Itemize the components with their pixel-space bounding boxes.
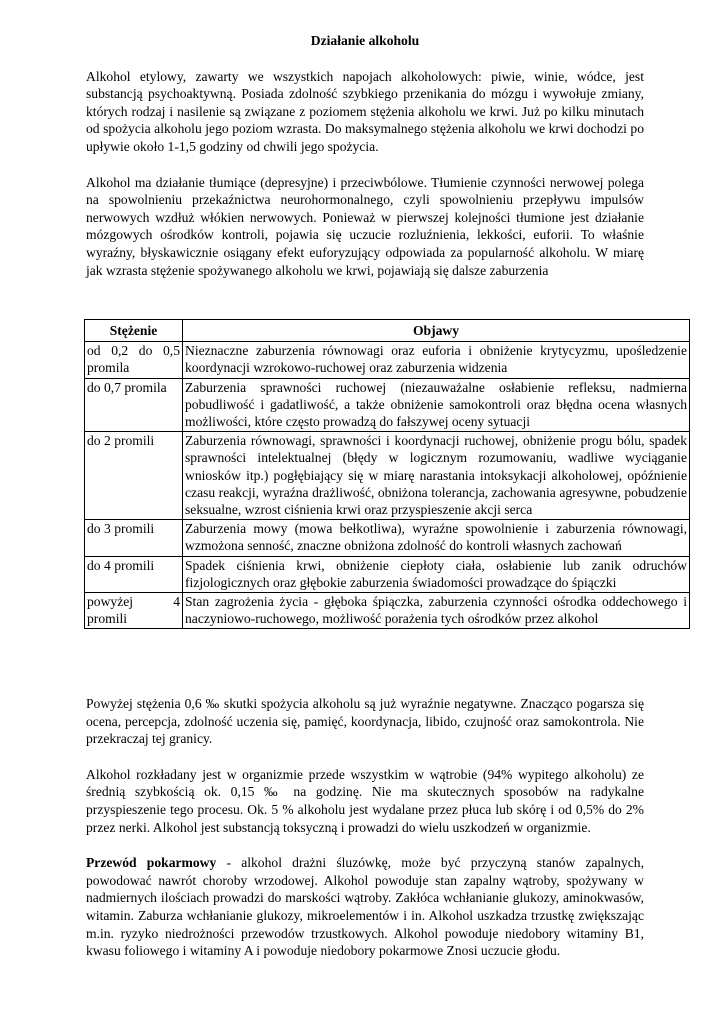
table-row [85,593,690,629]
row-symptoms: Zaburzenia sprawności ruchowej (niezauważalne osłabienie refleksu, nadmierna pobudliwość i gadatliwość, a także obniżenie samokontroli oraz błędna ocena własnych możliwości, które często prowadzą do fałszywej oceny sytuacji [183,378,690,432]
table-row [85,556,690,592]
intro-paragraph-2: Alkohol ma działanie tłumiące (depresyjne) i przeciwbólowe. Tłumienie czynności nerwowej polega na spowolnieniu przekaźnictwa neurohormonalnego, czyli spowolnieniu przepływu impulsów nerwowych wzdłuż włókien nerwowych. Ponieważ w pierwszej kolejności tłumione jest działanie mózgowych ośrodków kontroli, pojawia się uczucie rozluźnienia, lekkości, euforii. To właśnie wyraźny, błyskawicznie osiągany efekt euforyzujący odpowiada za popularność alkoholu. W miarę jak wzrasta stężenie spożywanego alkoholu we krwi, pojawiają się dalsze zaburzenia [86,174,644,278]
document-top [86,32,644,279]
row-symptoms: Nieznaczne zaburzenia równowagi oraz euforia i obniżenie krytycyzmu, upośledzenie koordynacji wzrokowo-ruchowej oraz zaburzenia widzenia [183,342,690,378]
table-row [85,520,690,556]
row-symptoms: Zaburzenia mowy (mowa bełkotliwa), wyraźne spowolnienie i zaburzenia równowagi, wzmożona senność, znaczne obniżona zdolność do kontroli własnych zachowań [183,520,690,556]
table-header-row [85,320,690,342]
threshold-paragraph: Powyżej stężenia 0,6 ‰ skutki spożycia alkoholu są już wyraźnie negatywne. Znacząco pogarsza się ocena, percepcja, zdolność uczenia się, pamięć, koordynacja, libido, czujność oraz samokontrola. Nie przekraczaj tej granicy. [86,696,644,747]
row-symptoms: Spadek ciśnienia krwi, obniżenie ciepłoty ciała, osłabienie lub zanik odruchów fizjologicznych oraz głębokie zaburzenia świadomości prowadzące do śpiączki [183,556,690,592]
row-level: od 0,2 do 0,5 promila [85,342,183,378]
digestive-text: - alkohol drażni śluzówkę, może być przyczyną stanów zapalnych, powodować nawrót choroby wrzodowej. Alkohol powoduje stan zapalny wątroby, spożywany w nadmiernych ilościach prowadzi do marskości wątroby. Zakłóca wchłanianie glukozy, aminokwasów, witamin. Zaburza wchłanianie glukozy, mikroelementów i in. Alkohol uszkadza trzustkę zwiększając m.in. ryzyko niedrożności przewodów trzustkowych. Alkohol powoduje niedobory witaminy B1, kwasu foliowego i witaminy A i powoduje niedobory pokarmowe Znosi uczucie głodu. [86,855,644,959]
row-level: powyżej 4 promili [85,593,183,629]
table-row [85,378,690,432]
digestive-paragraph [86,854,644,960]
table-row [85,432,690,520]
row-level: do 4 promili [85,556,183,592]
table-row [85,342,690,378]
document-title: Działanie alkoholu [310,33,420,48]
row-level: do 3 promili [85,520,183,556]
document-bottom [86,695,644,960]
header-symptoms: Objawy [183,320,690,342]
intro-paragraph-1: Alkohol etylowy, zawarty we wszystkich napojach alkoholowych: piwie, winie, wódce, jest substancją psychoaktywną. Posiada zdolność szybkiego przenikania do mózgu i wywołuje zmiany, których rodzaj i nasilenie są związane z poziomem stężenia alkoholu we krwi. Już po kilku minutach od spożycia alkoholu jego poziom wzrasta. Do maksymalnego stężenia alkoholu we krwi dochodzi po upływie około 1-1,5 godziny od chwili jego spożycia. [86,68,644,154]
row-level: do 2 promili [85,432,183,520]
header-concentration: Stężenie [85,320,183,342]
row-level: do 0,7 promila [85,378,183,432]
digestive-heading: Przewód pokarmowy [86,855,217,871]
row-symptoms: Zaburzenia równowagi, sprawności i koordynacji ruchowej, obniżenie progu bólu, spadek sprawności intelektualnej (błędy w logicznym rozumowaniu, wadliwe wyciąganie wniosków itp.) pogłębiający się w miarę narastania intoksykacji alkoholowej, opóźnienie czasu reakcji, wyraźna drażliwość, obniżona tolerancja, zachowania agresywne, pobudzenie seksualne, wzrost ciśnienia krwi oraz przyspieszenie akcji serca [183,432,690,520]
row-symptoms: Stan zagrożenia życia - głęboka śpiączka, zaburzenia czynności ośrodka oddechowego i naczyniowo-ruchowego, możliwość porażenia tych ośrodków przez alkohol [183,593,690,629]
metabolism-paragraph: Alkohol rozkładany jest w organizmie przede wszystkim w wątrobie (94% wypitego alkoholu) ze średnią szybkością ok. 0,15 ‰ na godzinę. Nie ma skutecznych sposobów na radykalne przyspieszenie tego procesu. Ok. 5 % alkoholu jest wydalane przez płuca lub skórę i od 0,5% do 2% przez nerki. Alkohol jest substancją toksyczną i prowadzi do wielu uszkodzeń w organizmie. [86,766,644,835]
symptoms-table [84,319,690,629]
